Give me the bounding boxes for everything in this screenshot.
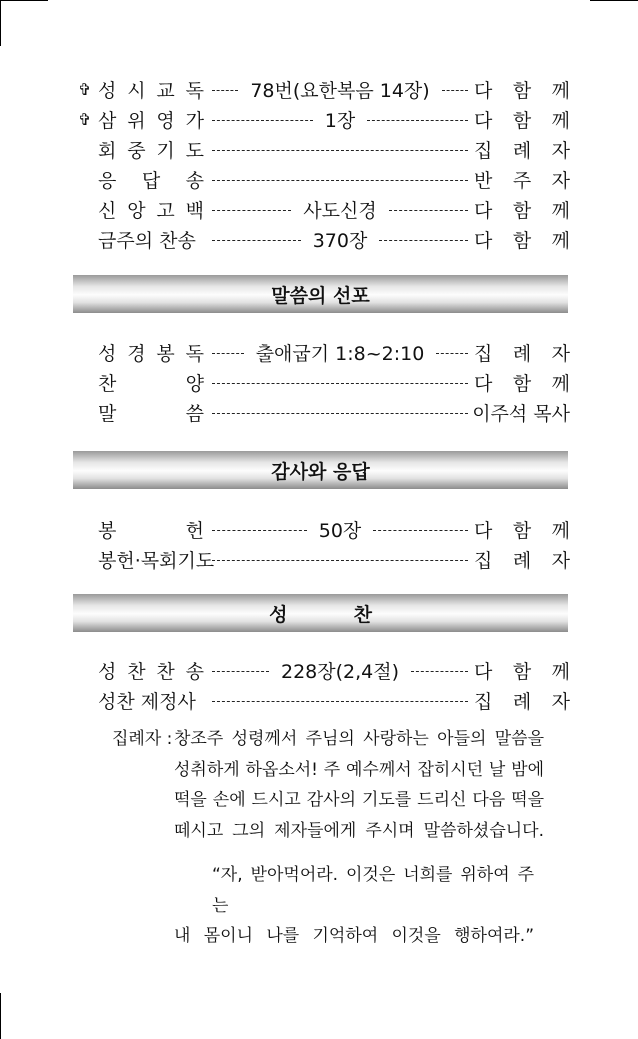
label-char: 찬 [156,660,175,683]
speaker-label: 집례자 : [112,729,173,749]
leader-dashes [212,412,468,413]
quote-line: “자, 받아먹어라. 이것은 너희를 위하여 주는 [212,865,534,916]
label-char: 성 [98,660,117,683]
order-item-leader [474,106,570,133]
prayer-line: 떼시고 그의 제자들에게 주시며 말씀하셨습니다. [174,820,544,841]
label-char: 금주의 찬송 [98,229,196,252]
label-char: 위 [127,109,146,132]
dash-line [442,90,468,91]
leader-char: 자 [551,549,570,572]
leader-dashes [212,149,468,150]
leader-char: 다 [474,372,493,395]
crop-mark [0,0,48,1]
label-char: 봉 [156,342,175,365]
dash-line [411,671,468,672]
leader-char: 께 [551,660,570,683]
leader-char: 주 [512,169,532,192]
label-char: 기 [156,139,175,162]
leader-char: 함 [512,109,532,132]
label-char: 송 [185,660,204,683]
leader-dashes [212,559,468,560]
dash-line [212,180,468,181]
label-char: 앙 [127,199,146,222]
leader-char: 다 [474,109,493,132]
label-char: 가 [185,109,204,132]
order-item-detail: 78번(요한복음 14장) [250,79,430,102]
leader-char: 께 [551,519,570,542]
dash-line [212,671,269,672]
order-row [78,686,570,714]
order-item-leader [474,136,570,163]
dash-line [212,90,238,91]
dash-line [212,210,291,211]
order-item-detail: 출애굽기 1:8~2:10 [255,342,425,365]
leader-char: 다 [474,199,493,222]
order-item-label [98,516,204,543]
order-item-label [98,226,204,253]
order-item-label [98,76,204,103]
label-char: 백 [185,199,204,222]
order-item-label [98,657,204,684]
leader-char: 집 [474,690,493,713]
leader-char: 함 [512,199,532,222]
leader-char: 께 [551,199,570,222]
label-char: 영 [156,109,175,132]
label-char: 찬 [98,372,117,395]
leader-char: 께 [551,109,570,132]
institution-quote [174,860,534,952]
section-header-thanks [73,451,568,489]
label-char: 찬 [127,660,146,683]
leader-char: 집 [474,549,493,572]
label-char: 성 [98,342,117,365]
order-item-leader [474,76,570,103]
dash-line [389,210,468,211]
dash-line [212,560,468,561]
order-item-leader [474,516,570,543]
leader-char: 례 [512,690,532,713]
leader-char: 자 [551,139,570,162]
crop-mark [0,0,1,46]
leader-dashes [212,106,468,133]
leader-char: 께 [551,372,570,395]
order-item-label [98,106,204,133]
leader-dashes [212,657,468,684]
prayer-line: 떡을 손에 드시고 감사의 기도를 드리신 다음 떡을 [174,790,544,810]
leader-char: 다 [474,229,493,252]
order-row [78,105,570,133]
label-char: 고 [156,199,175,222]
leader-char: 다 [474,519,493,542]
section-title: 감사와 응답 [271,460,370,483]
leader-dashes [212,700,468,701]
leader-dashes [212,339,468,366]
dash-line [212,120,313,121]
leader-char: 다 [474,660,493,683]
cross-icon: ✞ [78,109,92,129]
label-char: 회 [98,139,117,162]
order-item-detail: 228장(2,4절) [281,660,400,683]
label-char: 독 [185,79,204,102]
dash-line [436,353,468,354]
order-item-leader [474,657,570,684]
order-item-label [98,687,204,714]
label-char: 봉 [98,519,117,542]
dash-line [212,150,468,151]
dash-line [212,383,468,384]
order-row [78,656,570,684]
order-row [78,515,570,543]
dash-line [373,530,468,531]
leader-char: 자 [551,690,570,713]
crop-mark [0,993,1,1039]
leader-char: 함 [512,519,532,542]
label-char: 헌 [185,519,204,542]
label-char: 삼 [98,109,117,132]
leader-char: 집 [474,139,493,162]
order-item-label [98,136,204,163]
leader-char: 반 [474,169,493,192]
order-item-detail: 1장 [324,109,356,132]
order-item-label [98,369,204,396]
leader-char: 께 [551,79,570,102]
leader-char: 례 [512,549,532,572]
order-item-leader [474,339,570,366]
leader-char: 자 [551,169,570,192]
order-row [78,75,570,103]
order-item-leader [474,369,570,396]
prayer-line: 창조주 성령께서 주님의 사랑하는 아들의 말씀을 [174,729,544,749]
label-char: 중 [127,139,146,162]
label-char: 경 [127,342,146,365]
leader-dashes [212,382,468,383]
order-row [78,545,570,573]
prayer-text [174,724,544,846]
leader-dashes [212,226,468,253]
order-item-label [98,339,204,366]
leader-char: 례 [512,139,532,162]
order-item-label [98,546,215,573]
order-item-leader [474,546,570,573]
crop-mark [590,0,638,1]
order-row [78,165,570,193]
label-char: 신 [98,199,117,222]
order-item-label [98,399,204,426]
label-char: 봉헌·목회기도 [98,549,215,572]
order-item-detail: 50장 [318,519,362,542]
label-char: 말 [98,402,117,425]
order-row [78,338,570,366]
leader-dashes [212,196,468,223]
leader-char: 함 [512,372,532,395]
leader-char: 함 [512,660,532,683]
order-item-label [98,196,204,223]
order-item-detail: 370장 [312,229,368,252]
order-row [78,398,570,426]
leader-char: 이주석 목사 [472,402,570,425]
label-char: 성 [98,79,117,102]
dash-line [212,413,468,414]
label-char: 응 [98,169,117,192]
section-title: 성 찬 [269,603,372,626]
order-item-leader [474,196,570,223]
leader-char: 집 [474,342,493,365]
leader-char: 께 [551,229,570,252]
leader-dashes [212,516,468,543]
dash-line [367,120,468,121]
leader-char: 함 [512,79,532,102]
leader-dashes [212,179,468,180]
leader-char: 다 [474,79,493,102]
dash-line [212,530,307,531]
order-row [78,225,570,253]
order-item-leader [474,399,570,426]
label-char: 답 [141,169,161,192]
order-item-leader [474,687,570,714]
section-header-word [73,275,568,313]
label-char: 시 [127,79,146,102]
dash-line [212,240,301,241]
label-char: 독 [185,342,204,365]
leader-char: 함 [512,229,532,252]
order-row [78,135,570,163]
prayer-line: 성취하게 하옵소서! 주 예수께서 잡히시던 날 밤에 [174,759,544,780]
quote-line: 내 몸이니 나를 기억하여 이것을 행하여라.” [174,926,534,946]
label-char: 교 [156,79,175,102]
label-char: 성찬 제정사 [98,690,196,713]
leader-char: 자 [551,342,570,365]
dash-line [212,701,468,702]
section-header-eucharist [73,594,568,632]
leader-char: 례 [512,342,532,365]
dash-line [212,353,244,354]
order-item-leader [474,166,570,193]
label-char: 송 [185,169,204,192]
cross-icon: ✞ [78,79,92,99]
order-row [78,195,570,223]
dash-line [379,240,468,241]
label-char: 도 [185,139,204,162]
order-row [78,368,570,396]
order-item-label [98,166,204,193]
label-char: 씀 [185,402,204,425]
order-item-detail: 사도신경 [303,199,377,222]
section-title: 말씀의 선포 [271,284,370,307]
order-item-leader [474,226,570,253]
label-char: 양 [185,372,204,395]
leader-dashes [212,76,468,103]
